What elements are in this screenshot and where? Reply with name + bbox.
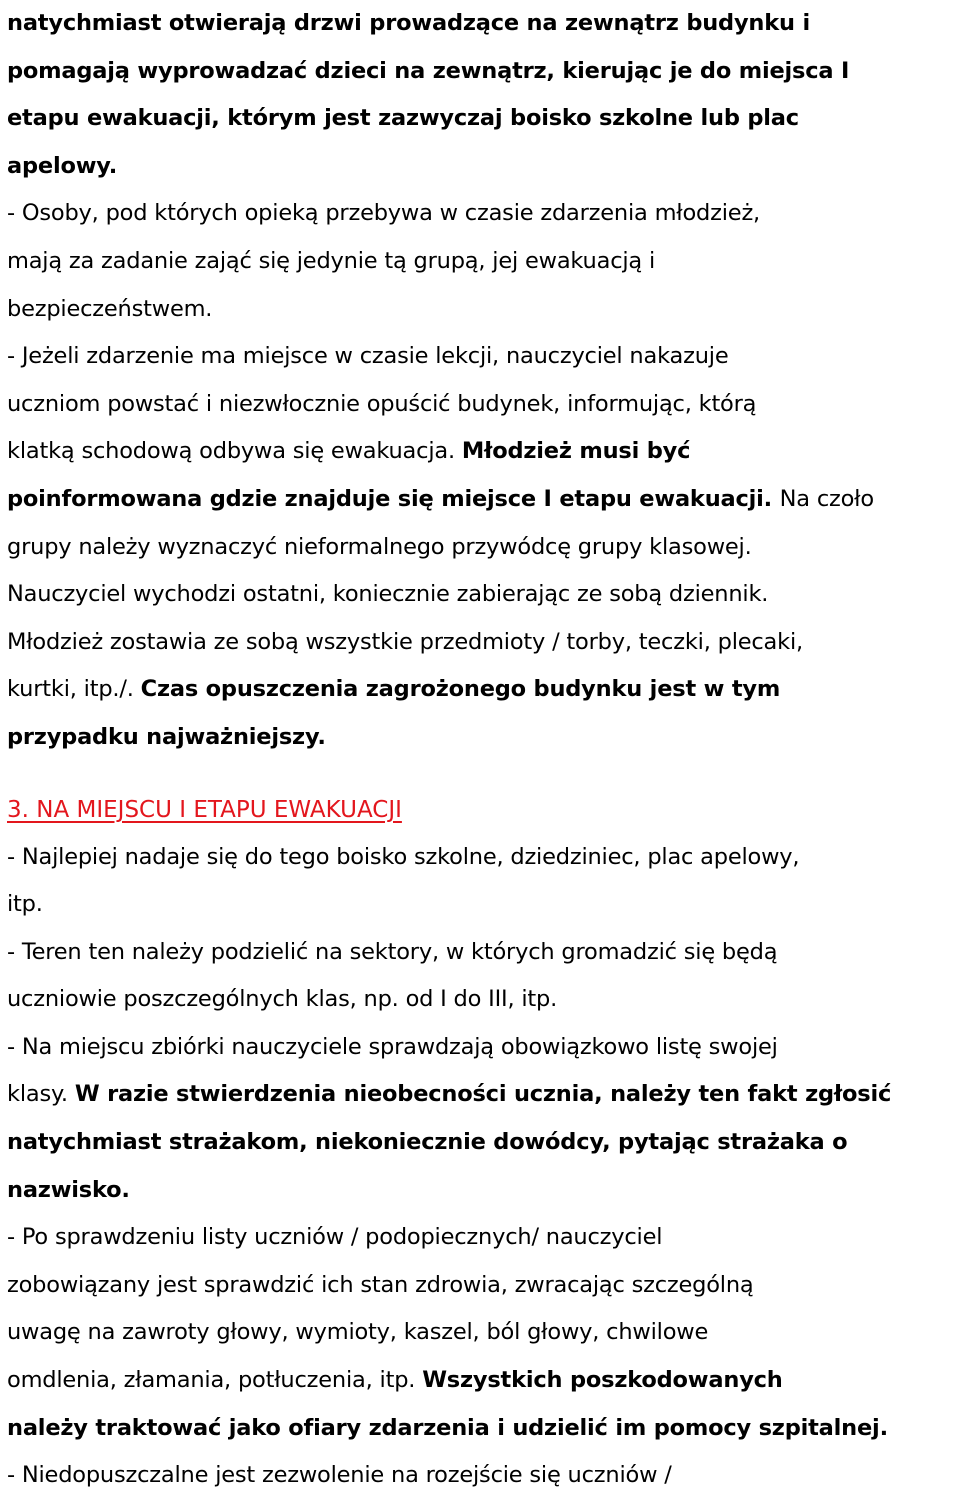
text-line — [7, 286, 957, 334]
text-line — [7, 428, 957, 476]
text-line — [7, 666, 957, 714]
text-line — [7, 929, 957, 977]
bold-text-segment: pomagają wyprowadzać dzieci na zewnątrz, kierując je do miejsca I — [7, 57, 850, 84]
text-segment: - Na miejscu zbiórki nauczyciele sprawdzają obowiązkowo listę swojej — [7, 1033, 778, 1060]
text-line — [7, 834, 957, 882]
text-segment: Nauczyciel wychodzi ostatni, koniecznie zabierając ze sobą dziennik. — [7, 581, 769, 608]
bold-text-segment: natychmiast otwierają drzwi prowadzące na zewnątrz budynku i — [7, 10, 810, 36]
text-line — [7, 95, 957, 143]
text-line — [7, 190, 957, 238]
text-line — [7, 1452, 957, 1500]
text-segment: - Najlepiej nadaje się do tego boisko szkolne, dziedziniec, plac apelowy, — [7, 843, 800, 870]
text-line — [7, 1262, 957, 1310]
text-segment: - Po sprawdzeniu listy uczniów / podopiecznych/ nauczyciel — [7, 1224, 663, 1251]
bold-text-segment: Czas opuszczenia zagrożonego budynku jest w tym — [140, 676, 781, 703]
text-line — [7, 1119, 957, 1167]
text-segment: zobowiązany jest sprawdzić ich stan zdrowia, zwracając szczególną — [7, 1271, 754, 1298]
text-line — [7, 1214, 957, 1262]
text-line — [7, 1167, 957, 1215]
text-segment: uczniowie poszczególnych klas, np. od I do III, itp. — [7, 986, 558, 1013]
text-segment: grupy należy wyznaczyć nieformalnego przywódcę grupy klasowej. — [7, 533, 752, 560]
text-line — [7, 714, 957, 762]
text-segment: - Jeżeli zdarzenie ma miejsce w czasie lekcji, nauczyciel nakazuje — [7, 343, 729, 370]
document-page — [7, 0, 957, 1500]
bold-text-segment: Wszystkich poszkodowanych — [422, 1367, 783, 1394]
text-segment: mają za zadanie zająć się jedynie tą grupą, jej ewakuacją i — [7, 247, 656, 274]
text-segment: omdlenia, złamania, potłuczenia, itp. — [7, 1367, 423, 1394]
text-line — [7, 881, 957, 929]
text-segment: - Niedopuszczalne jest zezwolenie na rozejście się uczniów / — [7, 1462, 672, 1489]
text-segment: klatką schodową odbywa się ewakuacja. — [7, 438, 462, 465]
bold-text-segment: apelowy. — [7, 152, 118, 179]
text-line — [7, 238, 957, 286]
text-line — [7, 143, 957, 191]
text-line — [7, 1357, 957, 1405]
section-heading: 3. NA MIEJSCU I ETAPU EWAKUACJI — [7, 796, 402, 823]
text-line — [7, 1024, 957, 1072]
text-block-assembly-point — [7, 834, 957, 1500]
text-block-evacuation-procedure — [7, 0, 957, 762]
text-line — [7, 1071, 957, 1119]
bold-text-segment: należy traktować jako ofiary zdarzenia i udzielić im pomocy szpitalnej. — [7, 1414, 888, 1441]
text-segment: klasy. — [7, 1081, 75, 1108]
bold-text-segment: poinformowana gdzie znajduje się miejsce I etapu ewakuacji. — [7, 485, 780, 512]
text-line — [7, 976, 957, 1024]
bold-text-segment: etapu ewakuacji, którym jest zazwyczaj boisko szkolne lub plac — [7, 105, 799, 132]
text-line — [7, 0, 957, 48]
text-segment: itp. — [7, 891, 43, 918]
text-segment: - Teren ten należy podzielić na sektory, w których gromadzić się będą — [7, 938, 778, 965]
text-line — [7, 524, 957, 572]
text-segment: - Osoby, pod których opieką przebywa w czasie zdarzenia młodzież, — [7, 200, 761, 227]
text-line — [7, 1309, 957, 1357]
text-line — [7, 381, 957, 429]
text-line — [7, 571, 957, 619]
text-segment: bezpieczeństwem. — [7, 295, 213, 322]
text-line — [7, 1405, 957, 1453]
bold-text-segment: natychmiast strażakom, niekoniecznie dowódcy, pytając strażaka o — [7, 1129, 848, 1156]
text-line — [7, 476, 957, 524]
bold-text-segment: Młodzież musi być — [461, 438, 691, 465]
text-line — [7, 333, 957, 381]
text-line — [7, 48, 957, 96]
bold-text-segment: W razie stwierdzenia nieobecności ucznia, należy ten fakt zgłosić — [74, 1081, 892, 1108]
text-segment: kurtki, itp./. — [7, 676, 141, 703]
bold-text-segment: nazwisko. — [7, 1176, 130, 1203]
text-segment: Młodzież zostawia ze sobą wszystkie przedmioty / torby, teczki, plecaki, — [7, 628, 803, 655]
text-segment: uczniom powstać i niezwłocznie opuścić budynek, informując, którą — [7, 390, 757, 417]
text-line — [7, 619, 957, 667]
section-gap — [7, 762, 957, 786]
bold-text-segment: przypadku najważniejszy. — [7, 723, 326, 750]
text-segment: uwagę na zawroty głowy, wymioty, kaszel, ból głowy, chwilowe — [7, 1319, 709, 1346]
text-segment: Na czoło — [779, 485, 874, 512]
